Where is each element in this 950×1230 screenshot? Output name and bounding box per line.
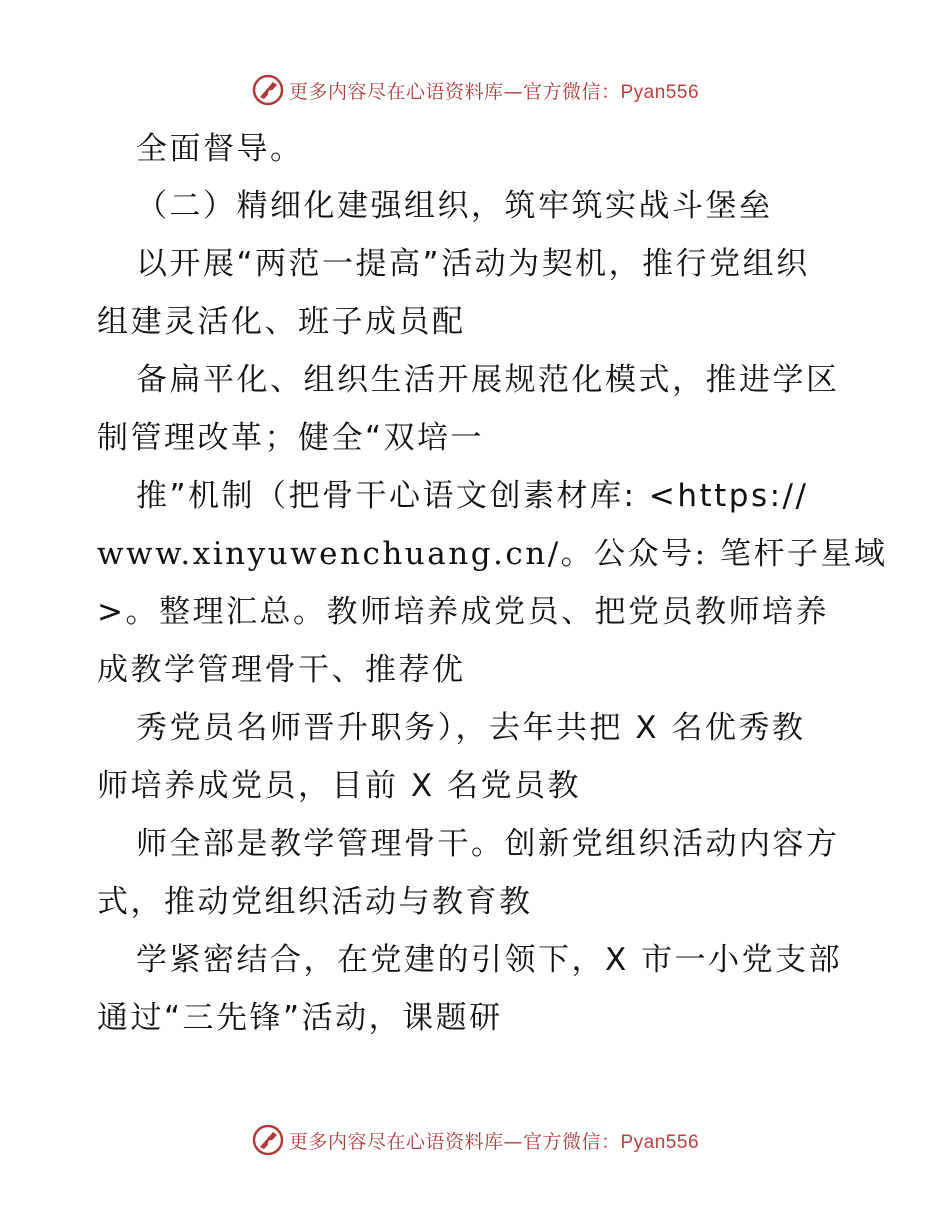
brand-logo-icon	[251, 73, 285, 107]
body-line: 式，推动党组织活动与教育教	[97, 884, 533, 920]
header-watermark	[0, 70, 950, 110]
body-line: www.xinyuwenchuang.cn/。公众号: 笔杆子星域	[97, 536, 888, 572]
body-line: 通过“三先锋”活动，课题研	[97, 1000, 503, 1036]
body-line: 组建灵活化、班子成员配	[97, 304, 466, 340]
body-line: 推”机制（把骨干心语文创素材库: <https://	[136, 478, 809, 514]
body-line: 全面督导。	[136, 131, 304, 167]
body-line: 师全部是教学管理骨干。创新党组织活动内容方	[136, 826, 840, 862]
watermark-code: Pyan556	[620, 1131, 700, 1153]
body-line: 师培养成党员，目前 X 名党员教	[97, 768, 581, 804]
body-line: 以开展“两范一提高”活动为契机，推行党组织	[136, 246, 810, 282]
watermark-label: 更多内容尽在心语资料库—官方微信：	[288, 80, 621, 103]
body-line: >。整理汇总。教师培养成党员、把党员教师培养	[97, 594, 829, 630]
body-line: 秀党员名师晋升职务），去年共把 X 名优秀教	[136, 710, 806, 746]
section-heading: （二）精细化建强组织，筑牢筑实战斗堡垒	[136, 188, 773, 224]
watermark-label: 更多内容尽在心语资料库—官方微信：	[288, 1130, 621, 1153]
brand-logo-icon	[251, 1123, 285, 1157]
watermark-code: Pyan556	[620, 81, 700, 103]
body-line: 成教学管理骨干、推荐优	[97, 652, 466, 688]
body-line: 学紧密结合，在党建的引领下，X 市一小党支部	[136, 942, 843, 978]
watermark-text	[289, 1127, 699, 1154]
body-line: 制管理改革；健全“双培一	[97, 420, 485, 456]
body-line: 备扁平化、组织生活开展规范化模式，推进学区	[136, 362, 840, 398]
footer-watermark	[0, 1120, 950, 1160]
watermark-text	[289, 77, 699, 104]
